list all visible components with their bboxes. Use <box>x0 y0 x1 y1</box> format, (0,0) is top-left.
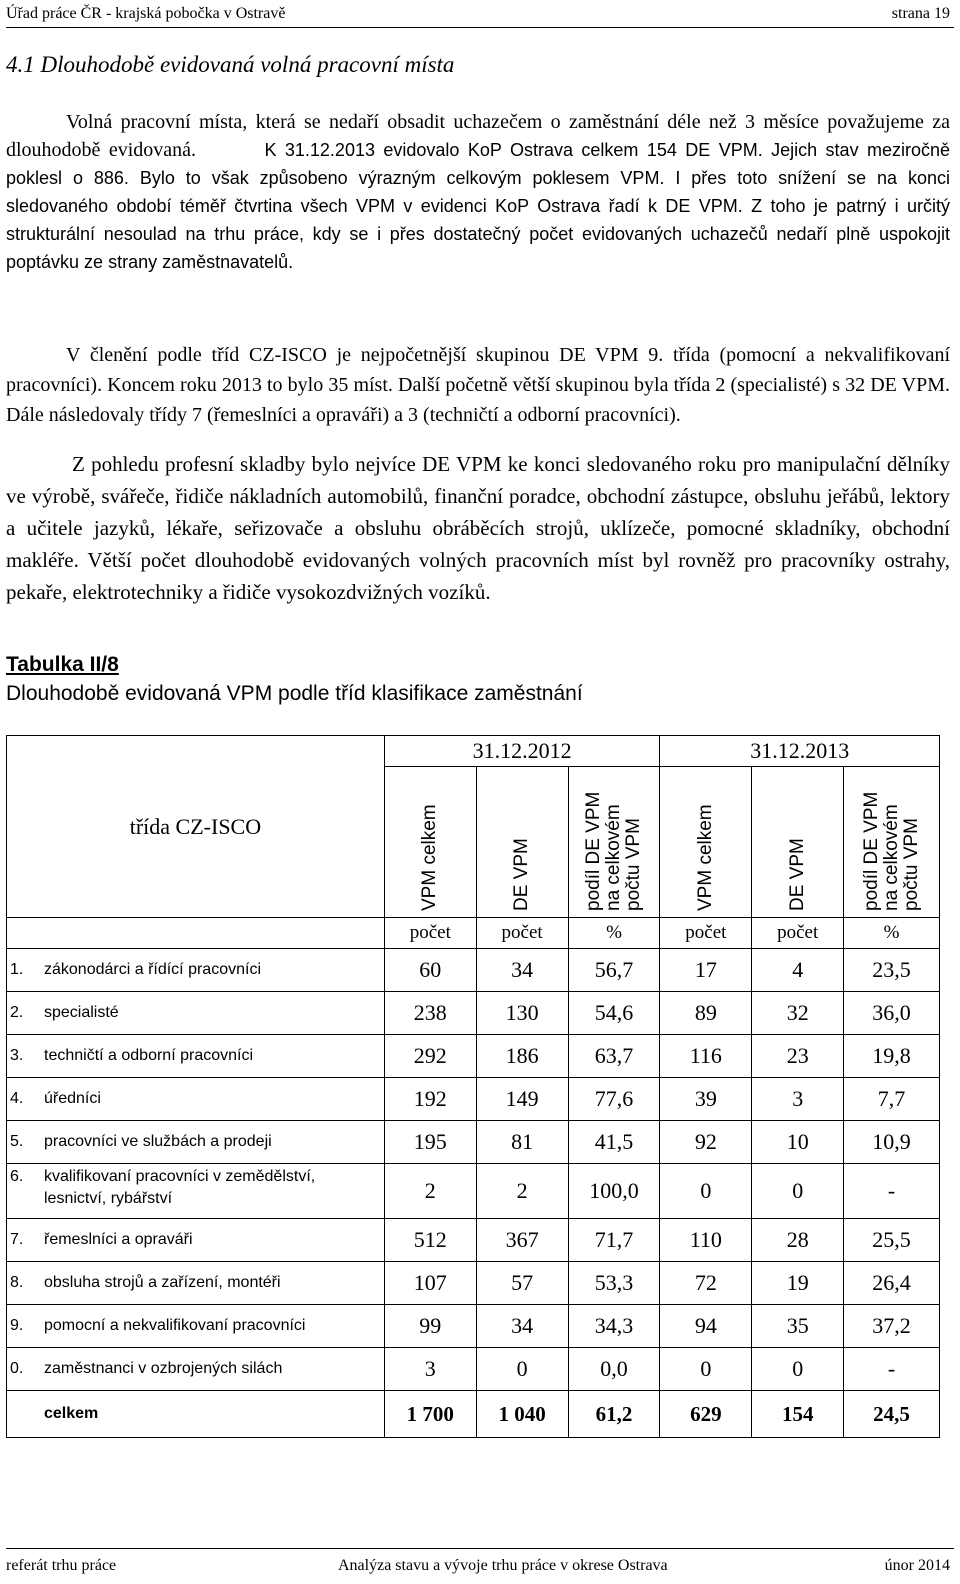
value-cell: 0 <box>660 1348 752 1391</box>
value-cell: 19,8 <box>844 1035 940 1078</box>
table-label: Tabulka II/8 <box>6 653 119 676</box>
column-header: DE VPM <box>752 767 844 918</box>
class-cell <box>7 949 385 992</box>
value-cell: 35 <box>752 1305 844 1348</box>
column-header: podíl DE VPM na celkovém počtu VPM <box>844 767 940 918</box>
column-header: VPM celkem <box>384 767 476 918</box>
class-number: 3. <box>10 1047 24 1064</box>
table-row <box>7 1078 940 1121</box>
table-row <box>7 1262 940 1305</box>
data-table <box>6 735 940 1438</box>
class-number: 4. <box>10 1090 24 1107</box>
paragraph-cz-isco <box>6 340 950 430</box>
value-cell: 0 <box>476 1348 568 1391</box>
value-cell: 72 <box>660 1262 752 1305</box>
value-cell: 94 <box>660 1305 752 1348</box>
value-cell: 0 <box>752 1348 844 1391</box>
class-label: pracovníci ve službách a prodeji <box>44 1133 272 1150</box>
value-cell: 7,7 <box>844 1078 940 1121</box>
total-value: 1 700 <box>384 1391 476 1438</box>
class-label: řemeslníci a opraváři <box>44 1231 193 1248</box>
value-cell: 37,2 <box>844 1305 940 1348</box>
unit-label: % <box>844 918 940 949</box>
value-cell: 77,6 <box>568 1078 660 1121</box>
value-cell: 10,9 <box>844 1121 940 1164</box>
paragraph-text: Z pohledu profesní skladby bylo nejvíce DE VPM ke konci sledovaného roku pro manipulační dělníky ve výrobě, svářeče, řidiče nákladních automobilů, finanční poradce, obchodní zástupce, obsluhu jeřábů, lektory a učitele jazyků, lékaře, seřizovače a obsluhu obráběcích strojů, uklízeče, pomocné skladníky, obchodní makléře. Větší počet dlouhodobě evidovaných volných pracovních míst byl rovněž pro pracovníky ostrahy, pekaře, elektrotechniky a řidiče vysokozdvižných vozíků. <box>6 452 950 604</box>
value-cell: 2 <box>476 1164 568 1219</box>
class-cell <box>7 1305 385 1348</box>
class-number: 5. <box>10 1133 24 1150</box>
value-cell: 195 <box>384 1121 476 1164</box>
value-cell: 4 <box>752 949 844 992</box>
paragraph-text: V členění podle tříd CZ-ISCO je nejpočetnější skupinou DE VPM 9. třída (pomocní a nekvalifikovaní pracovníci). Koncem roku 2013 to bylo 35 míst. Další početně větší skupinou byla třída 2 (specialisté) s 32 DE VPM. Dále následovaly třídy 7 (řemeslníci a opraváři) a 3 (techničtí a odborní pracovníci). <box>6 344 950 426</box>
table-row <box>7 1035 940 1078</box>
total-value: 154 <box>752 1391 844 1438</box>
table-row <box>7 1164 940 1219</box>
class-number: 1. <box>10 961 24 978</box>
table-row <box>7 1219 940 1262</box>
value-cell: 2 <box>384 1164 476 1219</box>
value-cell: 110 <box>660 1219 752 1262</box>
class-cell <box>7 1262 385 1305</box>
value-cell: 3 <box>752 1078 844 1121</box>
value-cell: 512 <box>384 1219 476 1262</box>
class-label: kvalifikovaní pracovníci v zemědělství, lesnictví, rybářství <box>44 1168 316 1207</box>
page-header <box>6 3 954 28</box>
section-title: 4.1 Dlouhodobě evidovaná volná pracovní místa <box>6 52 455 77</box>
unit-label: počet <box>476 918 568 949</box>
class-label: techničtí a odborní pracovníci <box>44 1047 254 1064</box>
value-cell: 186 <box>476 1035 568 1078</box>
value-cell: 63,7 <box>568 1035 660 1078</box>
class-cell <box>7 1121 385 1164</box>
value-cell: 26,4 <box>844 1262 940 1305</box>
value-cell: 81 <box>476 1121 568 1164</box>
value-cell: 34 <box>476 949 568 992</box>
value-cell: 92 <box>660 1121 752 1164</box>
footer-date: únor 2014 <box>884 1557 950 1574</box>
header-page-number: strana 19 <box>891 5 950 22</box>
value-cell: 149 <box>476 1078 568 1121</box>
value-cell: 39 <box>660 1078 752 1121</box>
class-cell <box>7 1078 385 1121</box>
class-label: zaměstnanci v ozbrojených silách <box>44 1360 283 1377</box>
class-header: třída CZ-ISCO <box>7 736 385 918</box>
value-cell: 60 <box>384 949 476 992</box>
paragraph-professions <box>6 448 950 608</box>
value-cell: 34,3 <box>568 1305 660 1348</box>
table-caption: Dlouhodobě evidovaná VPM podle tříd klasifikace zaměstnání <box>6 682 583 705</box>
value-cell: 71,7 <box>568 1219 660 1262</box>
table-title <box>6 650 583 708</box>
total-value: 629 <box>660 1391 752 1438</box>
total-value: 24,5 <box>844 1391 940 1438</box>
value-cell: 32 <box>752 992 844 1035</box>
value-cell: 130 <box>476 992 568 1035</box>
value-cell: 238 <box>384 992 476 1035</box>
value-cell: 56,7 <box>568 949 660 992</box>
paragraph-text: Volná pracovní místa, která se nedaří obsadit uchazečem o zaměstnání déle než 3 měsíce považujeme za dlouhodobě evidovaná. <box>6 111 950 161</box>
value-cell: 17 <box>660 949 752 992</box>
total-value: 1 040 <box>476 1391 568 1438</box>
value-cell: 0 <box>752 1164 844 1219</box>
value-cell: 57 <box>476 1262 568 1305</box>
period-header: 31.12.2012 <box>384 736 660 767</box>
value-cell: 25,5 <box>844 1219 940 1262</box>
table-row <box>7 992 940 1035</box>
class-number: 9. <box>10 1317 24 1334</box>
value-cell: 3 <box>384 1348 476 1391</box>
table-row <box>7 1348 940 1391</box>
paragraph-text: K 31.12.2013 evidovalo KoP Ostrava celkem 154 DE VPM. Jejich stav meziročně poklesl o 886. Bylo to však způsobeno výrazným celkovým poklesem VPM. <box>6 140 951 188</box>
class-number: 7. <box>10 1231 24 1248</box>
value-cell: 54,6 <box>568 992 660 1035</box>
class-number: 8. <box>10 1274 24 1291</box>
value-cell: 34 <box>476 1305 568 1348</box>
value-cell: 99 <box>384 1305 476 1348</box>
value-cell: 23 <box>752 1035 844 1078</box>
column-header: podíl DE VPM na celkovém počtu VPM <box>568 767 660 918</box>
class-label: specialisté <box>44 1004 119 1021</box>
value-cell: 10 <box>752 1121 844 1164</box>
unit-row-spacer <box>7 918 385 949</box>
class-label: zákonodárci a řídící pracovníci <box>44 961 261 978</box>
value-cell: 100,0 <box>568 1164 660 1219</box>
value-cell: 41,5 <box>568 1121 660 1164</box>
value-cell: - <box>844 1164 940 1219</box>
total-row <box>7 1391 940 1438</box>
total-value: 61,2 <box>568 1391 660 1438</box>
class-cell <box>7 1348 385 1391</box>
class-number: 0. <box>10 1360 24 1377</box>
table-row <box>7 1305 940 1348</box>
value-cell: 19 <box>752 1262 844 1305</box>
total-label: celkem <box>7 1391 385 1438</box>
value-cell: 23,5 <box>844 949 940 992</box>
unit-label: % <box>568 918 660 949</box>
value-cell: 53,3 <box>568 1262 660 1305</box>
value-cell: 192 <box>384 1078 476 1121</box>
class-cell <box>7 992 385 1035</box>
paragraph-text: I přes toto snížení se na konci sledovaného období téměř čtvrtina všech VPM v evidenci KoP Ostrava řadí k DE VPM. Z toho je patrný i určitý strukturální nesoulad na trhu práce, kdy se i přes dostatečný počet evidovaných uchazečů nedaří plně uspokojit poptávku ze strany zaměstnavatelů. <box>6 168 950 272</box>
unit-label: počet <box>752 918 844 949</box>
unit-label: počet <box>660 918 752 949</box>
class-number: 2. <box>10 1004 24 1021</box>
table-row <box>7 949 940 992</box>
value-cell: 36,0 <box>844 992 940 1035</box>
class-cell <box>7 1164 385 1219</box>
column-header: VPM celkem <box>660 767 752 918</box>
table-row <box>7 1121 940 1164</box>
value-cell: 367 <box>476 1219 568 1262</box>
value-cell: 116 <box>660 1035 752 1078</box>
period-header: 31.12.2013 <box>660 736 940 767</box>
column-header: DE VPM <box>476 767 568 918</box>
paragraph-long-term-vacancies <box>6 108 950 276</box>
class-label: obsluha strojů a zařízení, montéři <box>44 1274 281 1291</box>
value-cell: 0,0 <box>568 1348 660 1391</box>
class-cell <box>7 1219 385 1262</box>
class-label: úředníci <box>44 1090 101 1107</box>
footer-document-title: Analýza stavu a vývoje trhu práce v okrese Ostrava <box>338 1557 668 1574</box>
footer-department: referát trhu práce <box>6 1557 117 1574</box>
value-cell: 107 <box>384 1262 476 1305</box>
value-cell: - <box>844 1348 940 1391</box>
value-cell: 89 <box>660 992 752 1035</box>
value-cell: 292 <box>384 1035 476 1078</box>
value-cell: 28 <box>752 1219 844 1262</box>
unit-label: počet <box>384 918 476 949</box>
class-number: 6. <box>10 1168 24 1185</box>
page-footer <box>6 1548 954 1579</box>
class-cell <box>7 1035 385 1078</box>
class-label: pomocní a nekvalifikovaní pracovníci <box>44 1317 306 1334</box>
value-cell: 0 <box>660 1164 752 1219</box>
header-office: Úřad práce ČR - krajská pobočka v Ostravě <box>6 5 286 22</box>
